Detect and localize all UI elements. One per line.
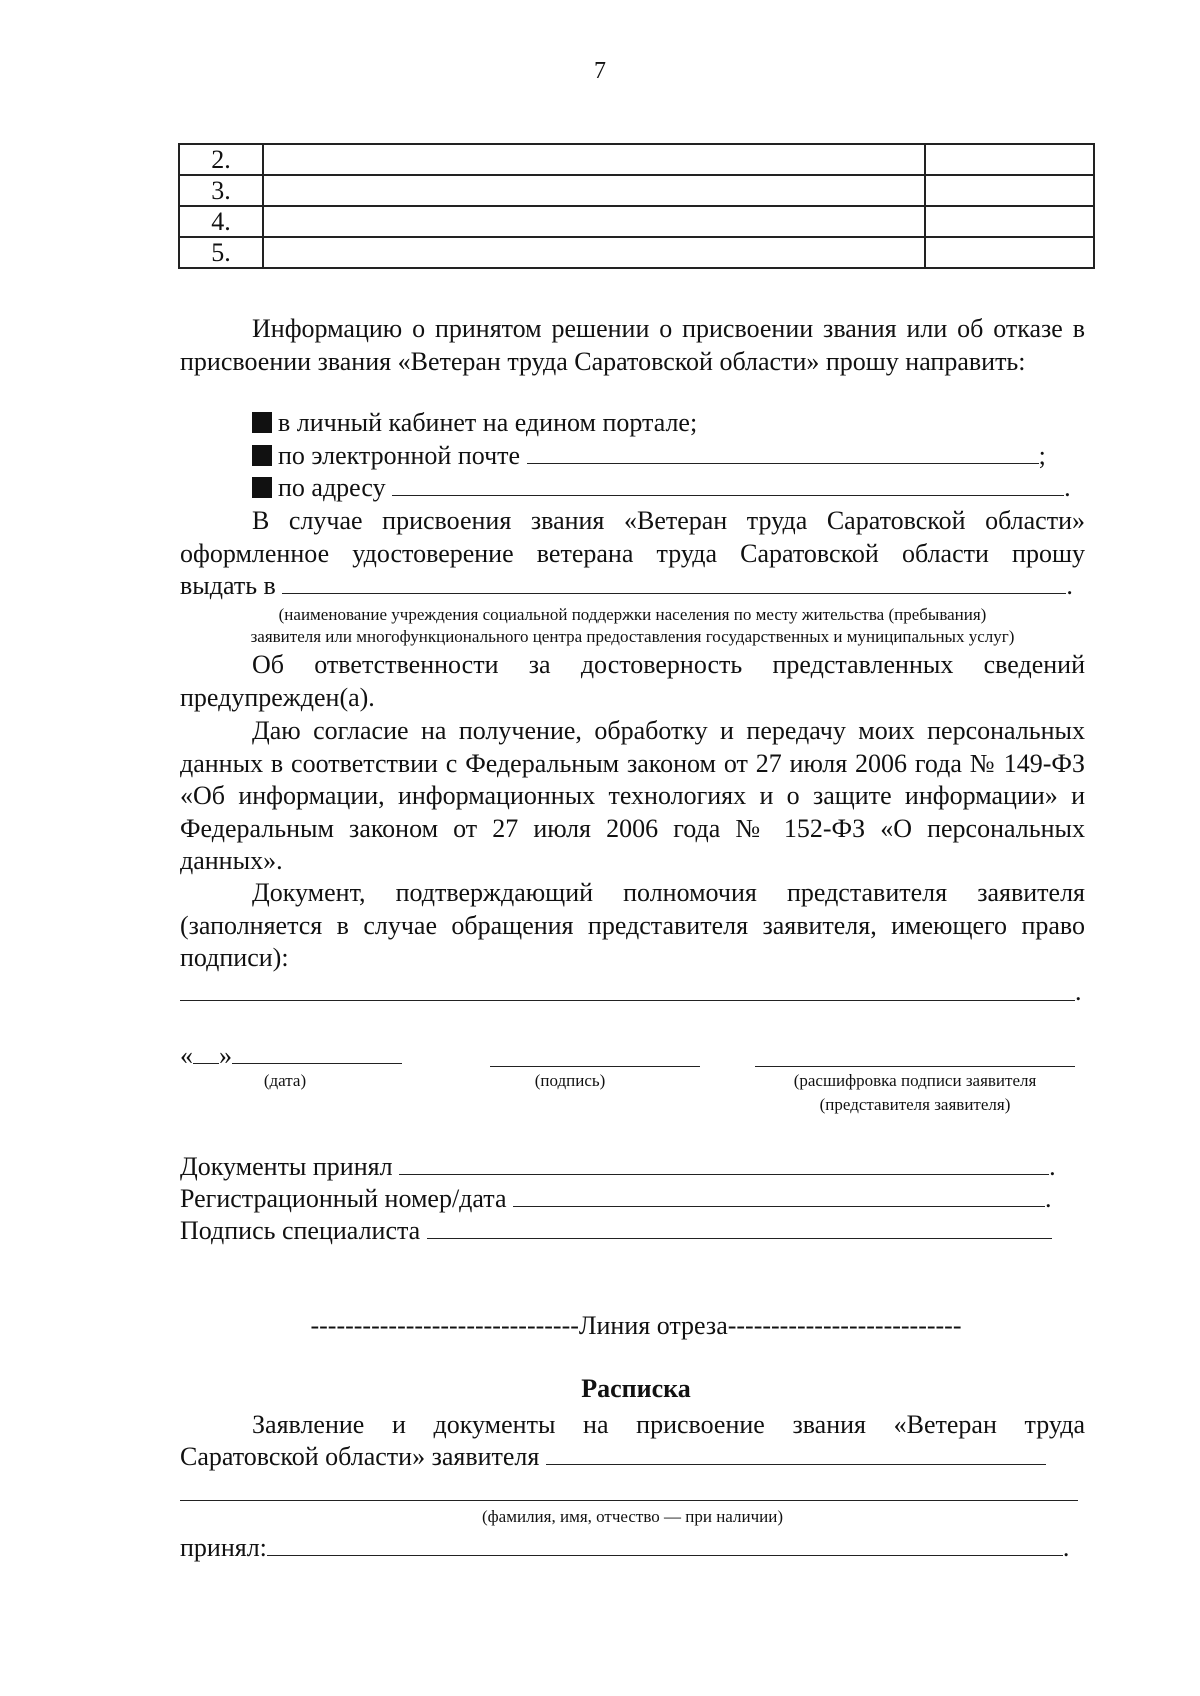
table-cell-value[interactable]: [925, 144, 1094, 175]
receipt-accepted-line: [180, 1532, 1069, 1564]
decode-label-1: (расшифровка подписи заявителя: [793, 1071, 1037, 1090]
receipt-accepted-label: принял:: [180, 1533, 267, 1562]
certificate-issue-line: [180, 570, 1073, 602]
signature-label: (подпись): [534, 1071, 606, 1090]
representative-input-line[interactable]: [180, 1000, 1075, 1001]
representative-end: .: [1075, 977, 1082, 1006]
table-row: [179, 206, 1094, 237]
specialist-signature-label: Подпись специалиста: [180, 1216, 421, 1245]
email-input-line[interactable]: [527, 441, 1039, 464]
certificate-hint-1: (наименование учреждения социальной поддержки населения по месту жительства (пребывания): [278, 605, 987, 624]
table-row: [179, 144, 1094, 175]
receipt-accepted-input[interactable]: [267, 1533, 1063, 1556]
option-cabinet[interactable]: [252, 407, 697, 439]
option-email-end: ;: [1038, 441, 1046, 470]
table-cell-value[interactable]: [925, 175, 1094, 206]
reg-number-label: Регистрационный номер/дата: [180, 1184, 507, 1213]
receipt-applicant-input[interactable]: [546, 1442, 1046, 1465]
checkbox-filled-icon[interactable]: [252, 412, 272, 433]
date-month-input[interactable]: [232, 1041, 402, 1064]
accepted-by-line: [180, 1151, 1056, 1183]
receipt-text-line-2: Саратовской области» заявителя: [180, 1442, 540, 1471]
decode-label-2: (представителя заявителя): [819, 1095, 1011, 1114]
table-cell-value[interactable]: [925, 237, 1094, 268]
page-number: 7: [594, 58, 606, 84]
table-cell-num: 4.: [179, 206, 263, 237]
receipt-fio-input-line[interactable]: [180, 1500, 1078, 1501]
table-cell-name[interactable]: [263, 237, 925, 268]
certificate-paragraph: В случае присвоения звания «Ветеран труда Саратовской области» оформленное удостоверение ветерана труда Саратовской области прошу: [180, 506, 1085, 568]
checkbox-filled-icon[interactable]: [252, 477, 272, 498]
receipt-accepted-end: .: [1062, 1533, 1070, 1562]
reg-number-input[interactable]: [513, 1184, 1045, 1207]
representative-paragraph: Документ, подтверждающий полномочия представителя заявителя (заполняется в случае обращения представителя заявителя, имеющего право подписи):: [180, 878, 1085, 972]
date-label: (дата): [263, 1071, 307, 1090]
table-row: [179, 175, 1094, 206]
data-table: [178, 143, 1095, 269]
checkbox-filled-icon[interactable]: [252, 445, 272, 466]
table-cell-num: 5.: [179, 237, 263, 268]
specialist-signature-input[interactable]: [427, 1216, 1052, 1239]
option-address-label: по адресу: [278, 473, 386, 502]
certificate-issue-end: .: [1066, 571, 1073, 600]
receipt-fio-hint: (фамилия, имя, отчество — при наличии): [482, 1507, 783, 1526]
accepted-by-input[interactable]: [399, 1152, 1049, 1175]
reg-number-end: .: [1045, 1184, 1052, 1213]
option-address-end: .: [1064, 473, 1071, 502]
table-cell-num: 2.: [179, 144, 263, 175]
option-address[interactable]: [252, 472, 1071, 504]
consent-paragraph: Даю согласие на получение, обработку и передачу моих персональных данных в соответствии с Федеральным законом от 27 июля 2006 года № 149-ФЗ «Об информации, информационных технологиях и о защите информации» и Федеральным законом от 27 июля 2006 года № 152-ФЗ «О персональных данных».: [180, 716, 1085, 875]
certificate-issue-input[interactable]: [282, 571, 1066, 594]
accepted-by-label: Документы принял: [180, 1152, 393, 1181]
certificate-issue-label: выдать в: [180, 571, 276, 600]
option-cabinet-label: в личный кабинет на едином портале;: [278, 408, 698, 437]
certificate-hint-2: заявителя или многофункционального центра предоставления государственных и муниципальных услуг): [250, 627, 1015, 646]
info-request-paragraph: Информацию о принятом решении о присвоении звания или об отказе в присвоении звания «Ветеран труда Саратовской области» прошу направить:: [180, 314, 1085, 376]
table-row: [179, 237, 1094, 268]
date-quote-open: «: [180, 1041, 193, 1070]
receipt-text-line-1: Заявление и документы на присвоение звания «Ветеран труда: [252, 1410, 1085, 1439]
option-email[interactable]: [252, 440, 1046, 472]
receipt-applicant-line: [180, 1441, 1046, 1473]
table-cell-name[interactable]: [263, 144, 925, 175]
receipt-title: Расписка: [581, 1374, 691, 1403]
specialist-signature-line: [180, 1215, 1052, 1247]
responsibility-paragraph: Об ответственности за достоверность представленных сведений предупрежден(а).: [180, 650, 1085, 712]
table-cell-name[interactable]: [263, 175, 925, 206]
date-day-input[interactable]: [193, 1041, 219, 1064]
option-email-label: по электронной почте: [278, 441, 521, 470]
table-cell-value[interactable]: [925, 206, 1094, 237]
signature-input-line[interactable]: [490, 1066, 700, 1067]
signature-decode-input-line[interactable]: [755, 1066, 1075, 1067]
date-quote-close: »: [219, 1041, 232, 1070]
address-input-line[interactable]: [392, 473, 1064, 496]
date-field[interactable]: [180, 1040, 402, 1072]
reg-number-line: [180, 1183, 1052, 1215]
accepted-by-end: .: [1049, 1152, 1056, 1181]
cut-line: -------------------------------Линия отреза---------------------------: [310, 1311, 962, 1340]
table-cell-num: 3.: [179, 175, 263, 206]
table-cell-name[interactable]: [263, 206, 925, 237]
